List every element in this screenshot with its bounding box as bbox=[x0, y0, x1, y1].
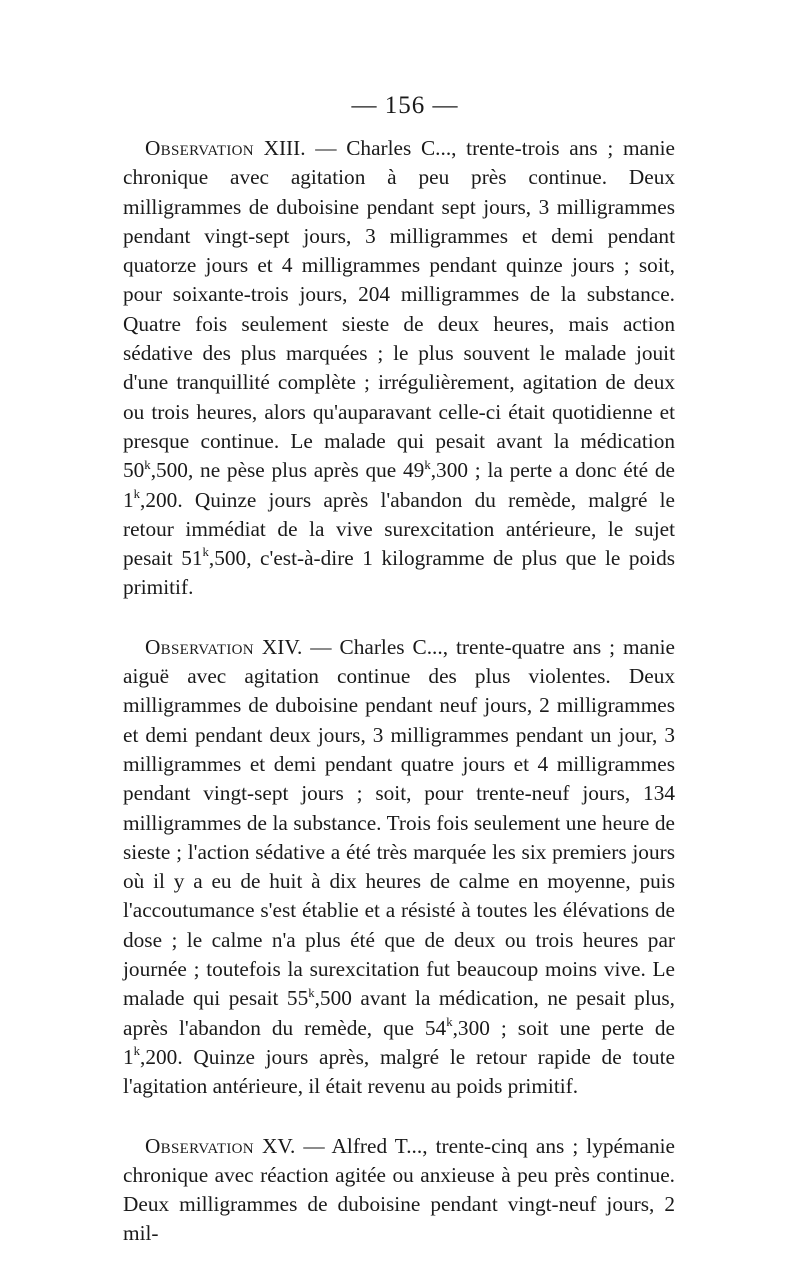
observation-xv-paragraph bbox=[123, 1132, 675, 1249]
observation-xiv-paragraph bbox=[123, 633, 675, 1102]
unit-superscript: k bbox=[308, 985, 315, 1000]
unit-superscript: k bbox=[424, 457, 431, 472]
paragraph-text: — Alfred T..., trente-cinq ans ; lypémanie chronique avec réaction agitée ou anxieuse à peu près continue. Deux milligrammes de duboisine pendant vingt-neuf jours, 2 mil- bbox=[123, 1133, 675, 1246]
observation-number: XIII. bbox=[263, 136, 306, 160]
paragraph-text: ,500, c'est-à-dire 1 kilogramme de plus que le poids primitif. bbox=[123, 546, 676, 600]
observation-label: Observation bbox=[145, 1133, 254, 1158]
paragraph-text: ,300 ; soit une perte de 1 bbox=[123, 1015, 675, 1069]
paragraph-text: ,300 ; la perte a donc été de 1 bbox=[123, 458, 675, 512]
unit-superscript: k bbox=[202, 545, 209, 560]
observation-number: XIV. bbox=[261, 634, 303, 659]
paragraph-text: ,200. Quinze jours après, malgré le retour rapide de toute l'agitation antérieure, il était revenu au poids primitif. bbox=[123, 1044, 675, 1099]
unit-superscript: k bbox=[133, 1044, 141, 1059]
paragraph-text: ,200. Quinze jours après l'abandon du remède, malgré le retour immédiat de la vive surexcitation antérieure, le sujet pesait 51 bbox=[123, 487, 675, 571]
observation-label: Observation bbox=[145, 136, 254, 160]
observation-number: XV. bbox=[261, 1133, 296, 1158]
paragraph-text: ,500, ne pèse plus après que 49 bbox=[150, 458, 425, 483]
observation-xiii-paragraph bbox=[123, 134, 675, 603]
unit-superscript: k bbox=[133, 486, 141, 501]
paragraph-text: — Charles C..., trente-trois ans ; manie chronique avec agitation à peu près continue. Deux milligrammes de duboisine pendant sept jours, 3 milligrammes pendant vingt-sept jours, 3 milligrammes et demi pendant quatorze jours et 4 milligrammes pendant quinze jours ; soit, pour soixante-trois jours, 204 milligrammes de la substance. Quatre fois seulement sieste de deux heures, mais action sédative des plus marquées ; le plus souvent le malade jouit d'une tranquillité complète ; irrégulièrement, agitation de deux ou trois heures, alors qu'auparavant celle-ci était quotidienne et presque continue. Le malade qui pesait avant la médication 50 bbox=[123, 136, 675, 483]
paragraph-text: ,500 avant la médication, ne pesait plus, après l'abandon du remède, que 54 bbox=[123, 986, 675, 1040]
observation-label: Observation bbox=[145, 634, 254, 659]
unit-superscript: k bbox=[446, 1014, 453, 1029]
unit-superscript: k bbox=[144, 457, 151, 472]
paragraph-text: — Charles C..., trente-quatre ans ; manie aiguë avec agitation continue des plus violentes. Deux milligrammes de duboisine pendant neuf jours, 2 milligrammes et demi pendant deux jours, 3 milligrammes pendant un jour, 3 milligrammes et demi pendant quatre jours et 4 milligrammes pendant vingt-sept jours ; soit, pour trente-neuf jours, 134 milligrammes de la substance. Trois fois seulement une heure de sieste ; l'action sédative a été très marquée les six premiers jours où il y a eu de huit à dix heures de calme en moyenne, puis l'accoutumance s'est établie et a résisté à toutes les élévations de dose ; le calme n'a plus été que de deux ou trois heures par journée ; toutefois la surexcitation fut beaucoup moins vive. Le malade qui pesait 55 bbox=[123, 634, 676, 1011]
book-page bbox=[123, 92, 675, 1249]
page-number: — 156 — bbox=[351, 92, 459, 119]
